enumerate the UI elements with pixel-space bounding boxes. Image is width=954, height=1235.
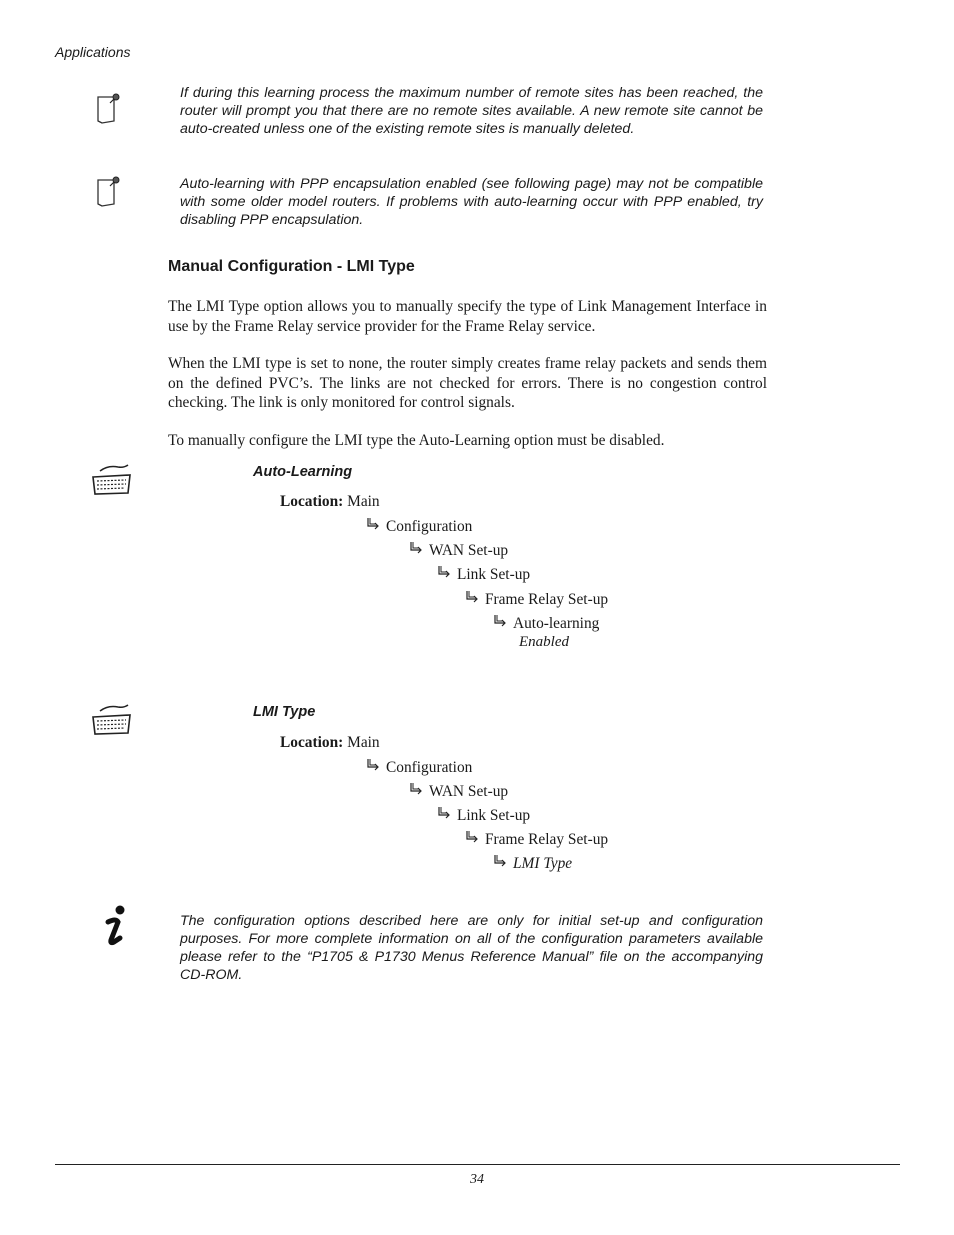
info-icon xyxy=(98,904,132,953)
menu-path-step: LMI Type xyxy=(492,854,572,873)
menu-arrow-icon xyxy=(464,590,480,606)
menu-path-step: Frame Relay Set-up xyxy=(464,830,608,849)
running-header: Applications xyxy=(55,44,131,60)
note-text: If during this learning process the maximum number of remote sites has been reached, the router will prompt you that there are no remote sites available. A new remote site cannot be auto-created unless one of the existing remote sites is manually deleted. xyxy=(180,85,763,137)
menu-value: Enabled xyxy=(519,634,569,650)
menu-path-step: Configuration xyxy=(365,758,472,777)
menu-path-step: Frame Relay Set-up xyxy=(464,590,608,609)
menu-path-step: Auto-learning xyxy=(492,614,599,633)
menu-arrow-icon xyxy=(436,806,452,822)
menu-path-step: WAN Set-up xyxy=(408,541,508,560)
menu-root: Main xyxy=(347,493,380,510)
keyboard-icon xyxy=(90,463,134,502)
body-paragraph: When the LMI type is set to none, the router simply creates frame relay packets and sends them on the defined PVC’s. The links are not checked for errors. There is no congestion control checking. The link is only monitored for control signals. xyxy=(168,355,767,411)
menu-path-step: Link Set-up xyxy=(436,565,530,584)
menu-path-step: Link Set-up xyxy=(436,806,530,825)
note-pin-icon xyxy=(90,91,124,134)
body-paragraph: The LMI Type option allows you to manually specify the type of Link Management Interface in use by the Frame Relay service provider for the Frame Relay service. xyxy=(168,298,767,335)
menu-arrow-icon xyxy=(365,517,381,533)
menu-arrow-icon xyxy=(365,758,381,774)
page-number: 34 xyxy=(470,1172,484,1187)
menu-arrow-icon xyxy=(408,782,424,798)
menu-location xyxy=(280,493,380,511)
note-pin-icon xyxy=(90,174,124,217)
menu-arrow-icon xyxy=(464,830,480,846)
menu-location xyxy=(280,734,380,752)
menu-arrow-icon xyxy=(492,854,508,870)
footer-rule xyxy=(55,1164,900,1165)
note-text: Auto-learning with PPP encapsulation enabled (see following page) may not be compatible with some older model routers. If problems with auto-learning occur with PPP enabled, try disabling PPP encapsulation. xyxy=(180,176,763,228)
section-heading: Manual Configuration - LMI Type xyxy=(168,258,415,275)
procedure-title: Auto-Learning xyxy=(253,464,353,480)
keyboard-icon xyxy=(90,703,134,742)
info-note-text: The configuration options described here are only for initial set-up and configuration purposes. For more complete information on all of the configuration parameters available please refer to the “P1705 & P1730 Menus Reference Manual” file on the accompanying CD-ROM. xyxy=(180,913,763,983)
menu-arrow-icon xyxy=(408,541,424,557)
menu-path-step: Configuration xyxy=(365,517,472,536)
menu-arrow-icon xyxy=(492,614,508,630)
location-label: Location: xyxy=(280,734,344,751)
menu-root: Main xyxy=(347,734,380,751)
menu-path-step: WAN Set-up xyxy=(408,782,508,801)
procedure-title: LMI Type xyxy=(253,704,316,720)
menu-arrow-icon xyxy=(436,565,452,581)
body-paragraph: To manually configure the LMI type the Auto-Learning option must be disabled. xyxy=(168,432,665,449)
location-label: Location: xyxy=(280,493,344,510)
